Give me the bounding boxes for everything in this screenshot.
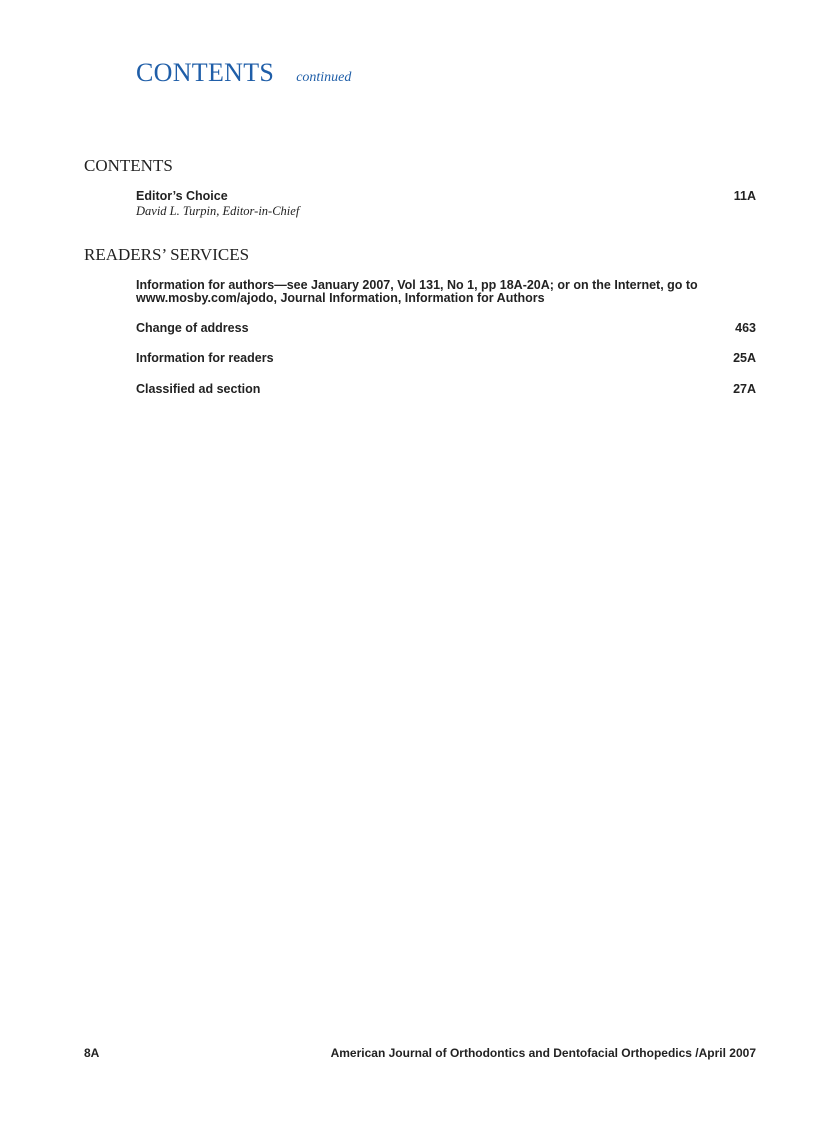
page-subtitle: continued: [296, 70, 352, 85]
entry-page-number: 27A: [733, 382, 756, 396]
toc-entry-editors-choice[interactable]: [136, 190, 756, 219]
toc-entry-information-for-authors[interactable]: [136, 279, 756, 305]
entry-title[interactable]: Classified ad section: [136, 382, 261, 396]
section-title-readers-services: READERS’ SERVICES: [84, 245, 250, 264]
page-footer: [84, 1046, 756, 1060]
entry-title[interactable]: Change of address: [136, 321, 249, 335]
toc-entry-information-for-readers[interactable]: [136, 352, 756, 365]
toc-entry-classified-ad-section[interactable]: [136, 383, 756, 396]
footer-page-number: 8A: [84, 1046, 100, 1060]
entry-page-number: 11A: [733, 189, 756, 203]
entry-title[interactable]: Editor’s Choice: [136, 189, 228, 203]
entry-title[interactable]: Information for readers: [136, 351, 274, 365]
page-title: CONTENTS: [136, 58, 275, 87]
section-title-contents: CONTENTS: [84, 156, 173, 175]
page-header: [136, 58, 351, 88]
footer-journal-title: American Journal of Orthodontics and Dentofacial Orthopedics /April 2007: [330, 1046, 756, 1060]
entry-author: David L. Turpin, Editor-in-Chief: [136, 204, 300, 218]
entry-page-number: 25A: [733, 351, 756, 365]
entry-title[interactable]: Information for authors—see January 2007, Vol 131, No 1, pp 18A-20A; or on the Internet, go to www.mosby.com/ajodo, Journal Information, Information for Authors: [136, 278, 698, 305]
toc-entry-change-of-address[interactable]: [136, 322, 756, 335]
entry-page-number: 463: [735, 321, 756, 335]
